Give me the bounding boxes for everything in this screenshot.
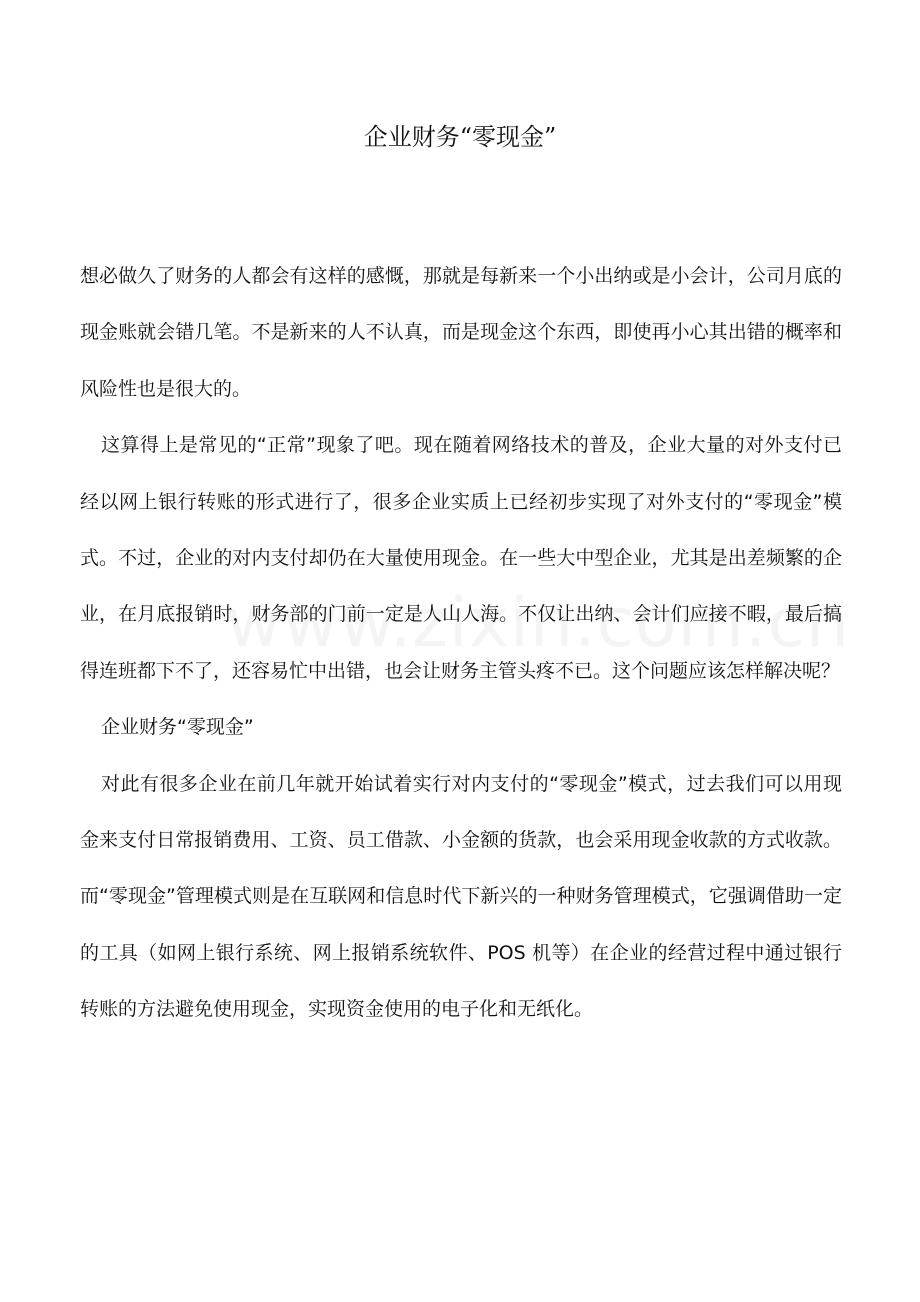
document-body [80,248,842,1038]
section-heading: 企业财务“零现金” [101,716,254,739]
paragraph-zero-cash-model: 对此有很多企业在前几年就开始试着实行对内支付的“零现金”模式，过去我们可以用现金来支付日常报销费用、工资、员工借款、小金额的货款，也会采用现金收款的方式收款。而“零现金”管理模式则是在互联网和信息时代下新兴的一种财务管理模式，它强调借助一定的工具（如网上银行系统、网上报销系统软件、POS 机等）在企业的经营过程中通过银行转账的方法避免使用现金，实现资金使用的电子化和无纸化。 [80,772,842,1021]
document-title: 企业财务“零现金” [363,123,557,151]
paragraph-phenomenon: 这算得上是常见的“正常”现象了吧。现在随着网络技术的普及，企业大量的对外支付已经以网上银行转账的形式进行了，很多企业实质上已经初步实现了对外支付的“零现金”模式。不过，企业的对内支付却仍在大量使用现金。在一些大中型企业，尤其是出差频繁的企业，在月底报销时，财务部的门前一定是人山人海。不仅让出纳、会计们应接不暇，最后搞得连班都下不了，还容易忙中出错，也会让财务主管头疼不已。这个问题应该怎样解决呢？ [80,434,842,682]
paragraph-intro: 想必做久了财务的人都会有这样的感慨，那就是每新来一个小出纳或是小会计，公司月底的现金账就会错几笔。不是新来的人不认真，而是现金这个东西，即使再小心其出错的概率和风险性也是很大的。 [80,265,842,400]
